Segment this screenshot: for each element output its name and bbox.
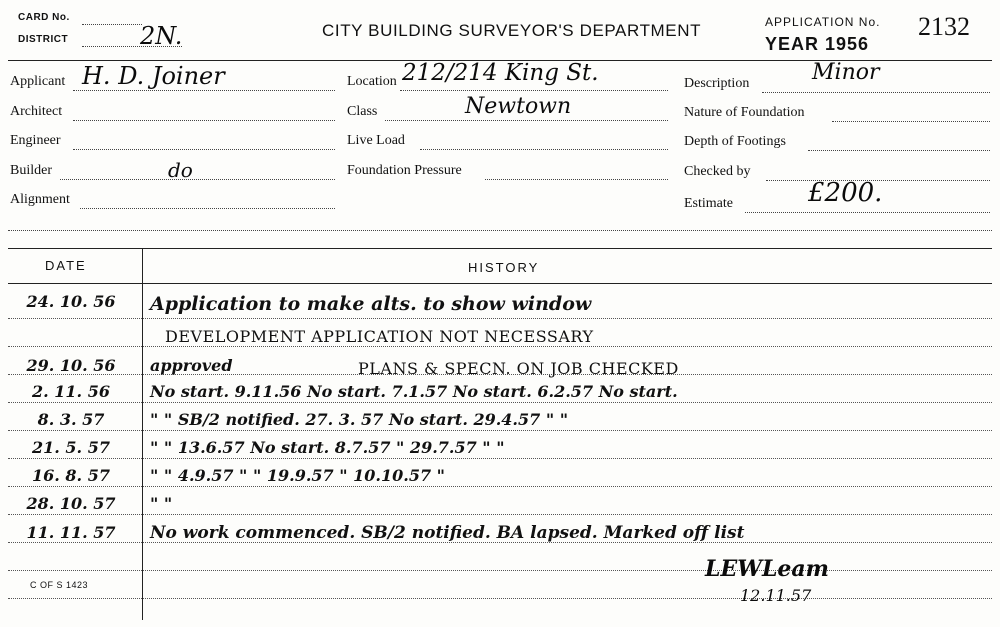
date-column-divider (142, 248, 143, 620)
history-date: 24. 10. 56 (26, 292, 116, 311)
location-line (400, 90, 668, 91)
rule-4 (8, 402, 992, 403)
applicant-value: H. D. Joiner (82, 62, 225, 90)
plans-checked-stamp: PLANS & SPECN. ON JOB CHECKED (358, 359, 679, 378)
history-date: 29. 10. 56 (26, 356, 116, 375)
separator-upper (8, 230, 992, 231)
builder-line (60, 179, 335, 180)
date-header: DATE (45, 258, 87, 273)
rule-7 (8, 486, 992, 487)
application-no-value: 2132 (918, 12, 970, 41)
builder-label: Builder (10, 163, 52, 178)
application-no-label: APPLICATION No. (765, 15, 881, 29)
development-stamp: DEVELOPMENT APPLICATION NOT NECESSARY (165, 327, 594, 346)
description-label: Description (684, 76, 750, 91)
live-load-label: Live Load (347, 133, 405, 148)
rule-2 (8, 346, 992, 347)
history-date: 28. 10. 57 (26, 494, 116, 513)
history-date: 8. 3. 57 (37, 410, 105, 429)
signature: LEWLeam (705, 556, 829, 582)
history-header: HISTORY (468, 260, 540, 275)
nature-of-foundation-line (832, 121, 990, 122)
rule-10 (8, 570, 992, 571)
history-date: 11. 11. 57 (26, 523, 116, 542)
engineer-line (73, 149, 335, 150)
live-load-line (420, 149, 668, 150)
history-entry: " " 13.6.57 No start. 8.7.57 " 29.7.57 " " (150, 438, 505, 457)
location-value: 212/214 King St. (402, 60, 599, 86)
history-entry: No start. 9.11.56 No start. 7.1.57 No start. 6.2.57 No start. (150, 382, 678, 401)
description-value: Minor (812, 60, 880, 85)
nature-of-foundation-label: Nature of Foundation (684, 105, 805, 120)
history-date: 16. 8. 57 (32, 466, 110, 485)
estimate-value: £200. (808, 178, 883, 208)
history-entry: " " (150, 494, 173, 513)
class-label: Class (347, 104, 378, 119)
history-entry: approved (150, 356, 233, 375)
description-line (762, 92, 990, 93)
history-table-top (8, 248, 992, 249)
depth-of-footings-line (808, 150, 990, 151)
location-label: Location (347, 74, 397, 89)
architect-line (73, 120, 335, 121)
checked-by-label: Checked by (684, 164, 751, 179)
foundation-pressure-label: Foundation Pressure (347, 163, 462, 178)
history-entry: Application to make alts. to show window (150, 293, 592, 315)
history-entry: " " SB/2 notified. 27. 3. 57 No start. 29.4.57 " " (150, 410, 569, 429)
history-date: 21. 5. 57 (32, 438, 110, 457)
rule-11 (8, 598, 992, 599)
signature-date: 12.11.57 (740, 586, 812, 605)
year-label: YEAR 1956 (765, 34, 870, 54)
history-entry: " " 4.9.57 " " 19.9.57 " 10.10.57 " (150, 466, 445, 485)
class-line (385, 120, 668, 121)
applicant-line (73, 90, 335, 91)
history-header-divider (8, 283, 992, 284)
engineer-label: Engineer (10, 133, 61, 148)
history-date: 2. 11. 56 (32, 382, 110, 401)
rule-5 (8, 430, 992, 431)
rule-6 (8, 458, 992, 459)
builder-value: do (168, 158, 193, 182)
district-label: DISTRICT (18, 34, 69, 45)
depth-of-footings-label: Depth of Footings (684, 134, 786, 149)
architect-label: Architect (10, 104, 63, 119)
card-no-label: CARD No. (18, 12, 70, 23)
alignment-line (80, 208, 335, 209)
class-value: Newtown (465, 94, 572, 119)
form-code: C OF S 1423 (30, 580, 89, 590)
history-entry: No work commenced. SB/2 notified. BA lapsed. Marked off list (150, 523, 745, 543)
rule-8 (8, 514, 992, 515)
district-value: 2N. (140, 22, 183, 50)
rule-1 (8, 318, 992, 319)
card-no-line (82, 24, 142, 25)
foundation-pressure-line (485, 179, 668, 180)
estimate-label: Estimate (684, 196, 733, 211)
applicant-label: Applicant (10, 74, 66, 89)
department-title: CITY BUILDING SURVEYOR'S DEPARTMENT (322, 21, 702, 40)
alignment-label: Alignment (10, 192, 70, 207)
estimate-line (745, 212, 990, 213)
